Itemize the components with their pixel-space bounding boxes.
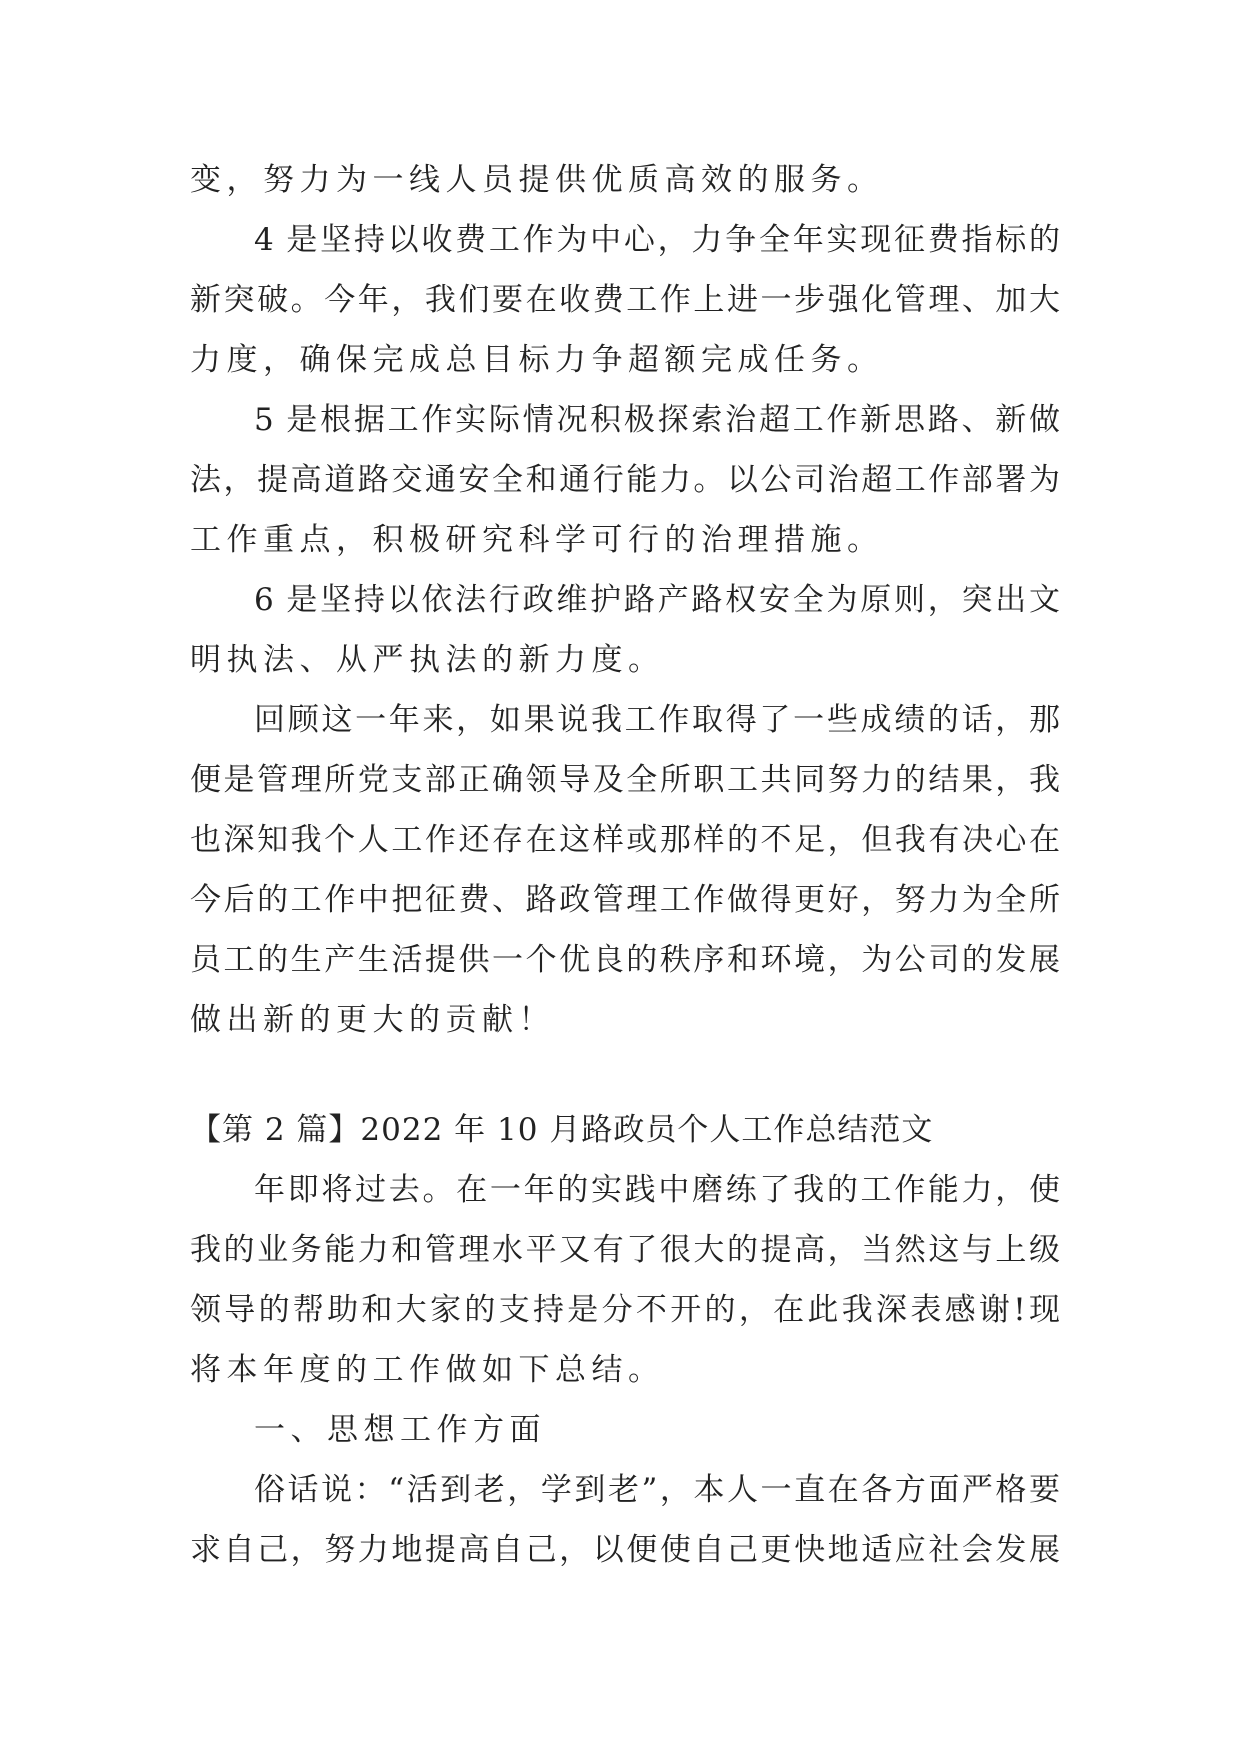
text-line: 回顾这一年来，如果说我工作取得了一些成绩的话，那 — [254, 702, 1060, 738]
text-line: 将本年度的工作做如下总结。 — [190, 1352, 665, 1388]
text-line: 今后的工作中把征费、路政管理工作做得更好，努力为全所 — [190, 882, 1060, 918]
text-line: 5 是根据工作实际情况积极探索治超工作新思路、新做 — [254, 402, 1060, 438]
text-line: 年即将过去。在一年的实践中磨练了我的工作能力，使 — [254, 1172, 1060, 1208]
text-line: 领导的帮助和大家的支持是分不开的，在此我深表感谢!现 — [190, 1292, 1060, 1328]
subheading: 一、思想工作方面 — [254, 1412, 546, 1448]
text-line: 俗话说：“活到老，学到老”，本人一直在各方面严格要 — [254, 1472, 1060, 1508]
text-line: 做出新的更大的贡献！ — [190, 1002, 555, 1038]
text-line: 变，努力为一线人员提供优质高效的服务。 — [190, 162, 884, 198]
section-heading: 【第 2 篇】2022 年 10 月路政员个人工作总结范文 — [190, 1112, 934, 1148]
text-line: 明执法、从严执法的新力度。 — [190, 642, 665, 678]
text-line: 6 是坚持以依法行政维护路产路权安全为原则，突出文 — [254, 582, 1060, 618]
text-line: 员工的生产生活提供一个优良的秩序和环境，为公司的发展 — [190, 942, 1060, 978]
text-line: 工作重点，积极研究科学可行的治理措施。 — [190, 522, 884, 558]
text-line: 法，提高道路交通安全和通行能力。以公司治超工作部署为 — [190, 462, 1060, 498]
text-line: 也深知我个人工作还存在这样或那样的不足，但我有决心在 — [190, 822, 1060, 858]
text-line: 我的业务能力和管理水平又有了很大的提高，当然这与上级 — [190, 1232, 1060, 1268]
text-line: 求自己，努力地提高自己，以便使自己更快地适应社会发展 — [190, 1532, 1060, 1568]
text-line: 便是管理所党支部正确领导及全所职工共同努力的结果，我 — [190, 762, 1060, 798]
text-line: 新突破。今年，我们要在收费工作上进一步强化管理、加大 — [190, 282, 1060, 318]
text-line: 4 是坚持以收费工作为中心，力争全年实现征费指标的 — [254, 222, 1060, 258]
text-line: 力度，确保完成总目标力争超额完成任务。 — [190, 342, 884, 378]
